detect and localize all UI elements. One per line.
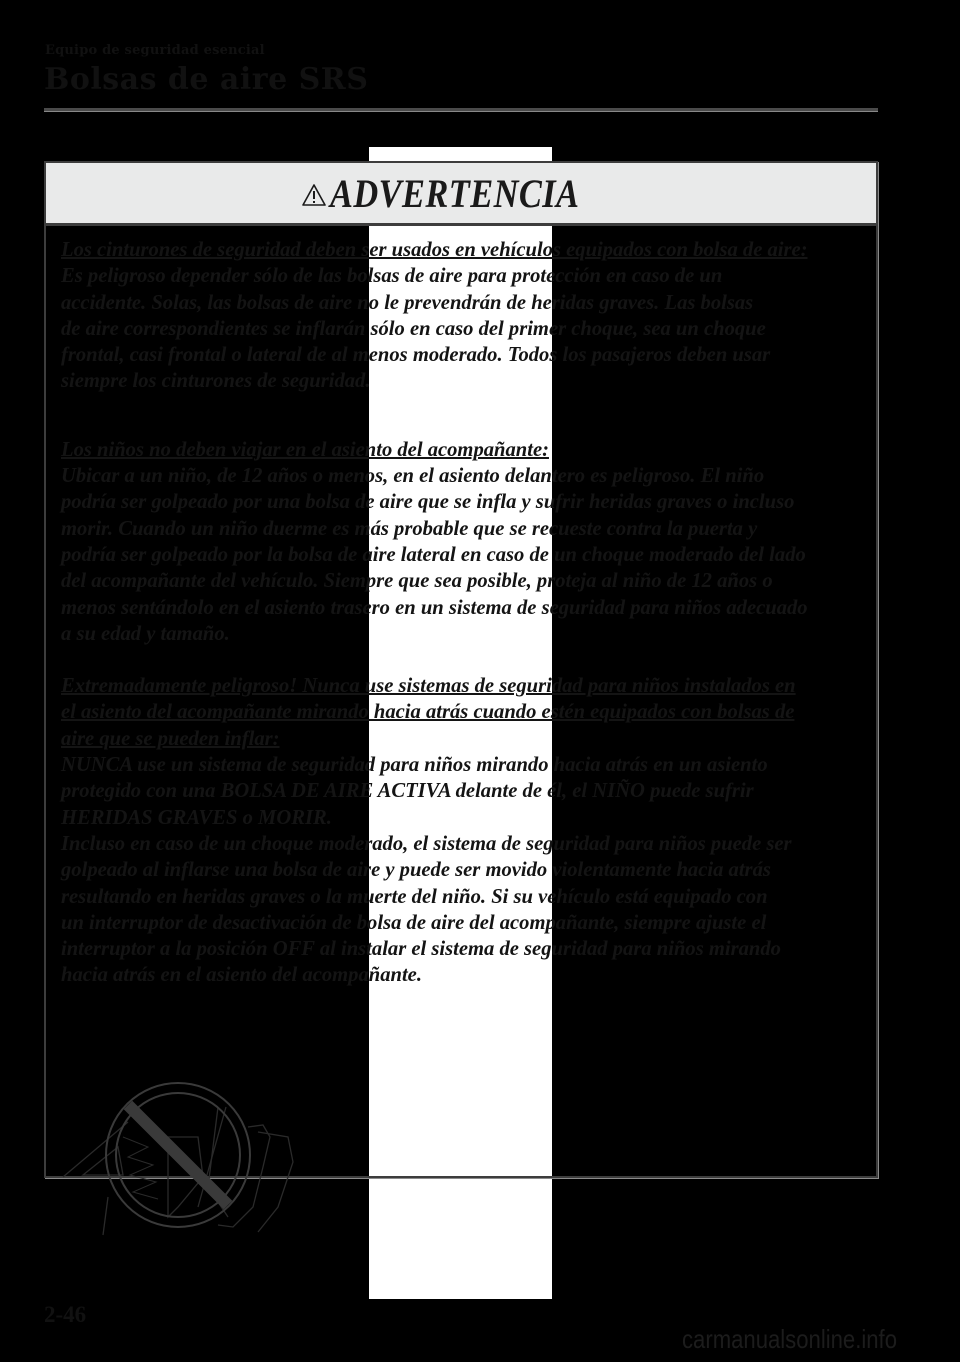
watermark: carmanualsonline.info	[682, 1324, 897, 1354]
body-line: de aire correspondientes se inflarán sólo en caso del primer choque, sea un choque	[61, 317, 766, 340]
body-line: hacia atrás en el asiento del acompañante.	[61, 964, 422, 987]
body-line: accidente. Solas, las bolsas de aire no le prevendrán de heridas graves. Las bolsas	[61, 291, 754, 314]
body-line: protegido con una BOLSA DE AIRE ACTIVA delante de él, el NIÑO puede sufrir	[61, 780, 754, 803]
body-line: Incluso en caso de un choque moderado, el sistema de seguridad para niños puede ser	[61, 832, 792, 855]
paragraph-seatbelts	[61, 237, 862, 395]
body-line: NUNCA use un sistema de seguridad para niños mirando hacia atrás en un asiento	[61, 754, 768, 777]
paragraph-children	[61, 437, 862, 647]
body-line: morir. Cuando un niño duerme es más probable que se recueste contra la puerta y	[61, 517, 758, 540]
warning-title: ADVERTENCIA	[329, 170, 580, 216]
body-line: del acompañante del vehículo. Siempre que sea posible, proteja al niño de 12 años o	[61, 570, 773, 593]
paragraph-rear-facing	[61, 673, 862, 989]
body-line: golpeado al inflarse una bolsa de aire y puede ser movido violentamente hacia atrás	[61, 859, 771, 882]
title-divider	[44, 108, 878, 112]
body-line: frontal, casi frontal o lateral de al menos moderado. Todos los pasajeros deben usar	[61, 344, 771, 367]
paragraph-heading: Los niños no deben viajar en el asiento del acompañante:	[61, 438, 549, 461]
body-line: un interruptor de desactivación de bolsa de aire del acompañante, siempre ajuste el	[61, 911, 767, 934]
body-line: Es peligroso depender sólo de las bolsas de aire para protección en caso de un	[61, 265, 723, 288]
paragraph-heading: Extremadamente peligroso! Nunca use sistemas de seguridad para niños instalados en	[61, 675, 796, 698]
warning-content	[46, 229, 876, 1176]
body-line: podría ser golpeado por la bolsa de aire lateral en caso de un choque moderado del lado	[61, 543, 806, 566]
paragraph-heading: Los cinturones de seguridad deben ser usados en vehículos equipados con bolsa de aire:	[61, 239, 808, 261]
warning-box	[44, 161, 878, 1178]
body-line: HERIDAS GRAVES o MORIR.	[61, 806, 332, 829]
body-line: a su edad y tamaño.	[61, 622, 230, 645]
body-line: Ubicar a un niño, de 12 años o menos, en el asiento delantero es peligroso. El niño	[61, 465, 765, 488]
body-line: podría ser golpeado por una bolsa de aire que se infla y sufrir heridas graves o incluso	[61, 491, 795, 514]
warning-triangle-icon	[302, 183, 326, 207]
page-title: Bolsas de aire SRS	[44, 62, 369, 97]
body-line: siempre los cinturones de seguridad.	[61, 370, 371, 393]
body-line: resultando en heridas graves o la muerte del niño. Si su vehículo está equipado con	[61, 885, 768, 908]
body-line: menos sentándolo en el asiento trasero en un sistema de seguridad para niños adecuado	[61, 596, 808, 619]
section-kicker: Equipo de seguridad esencial	[45, 43, 265, 58]
warning-header	[46, 163, 876, 226]
body-line: interruptor a la posición OFF al instalar el sistema de seguridad para niños mirando	[61, 938, 781, 961]
paragraph-heading: el asiento del acompañante mirando hacia atrás cuando estén equipados con bolsas de	[61, 701, 795, 724]
prohibited-child-seat-illustration	[58, 1067, 298, 1237]
paragraph-heading: aire que se pueden inflar:	[61, 727, 280, 750]
page-number: 2-46	[44, 1302, 87, 1327]
